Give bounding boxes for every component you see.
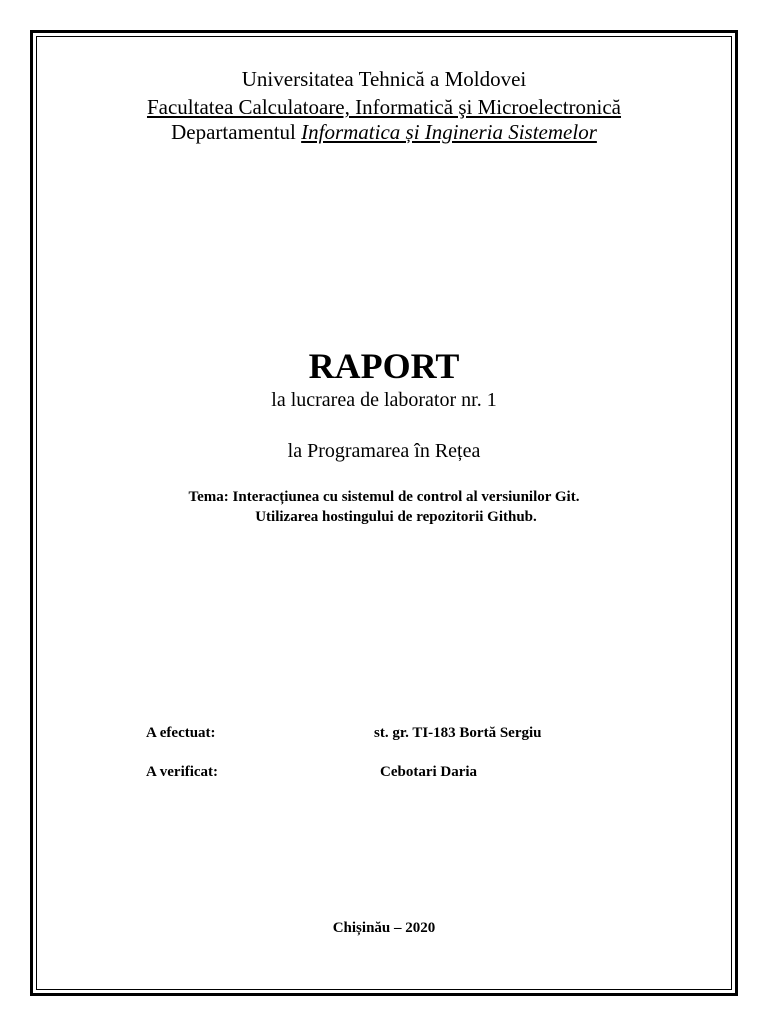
- performed-by-value: st. gr. TI-183 Bortă Sergiu: [374, 725, 542, 741]
- course-line: la Programarea în Rețea: [287, 440, 481, 462]
- verified-by-label: A verificat:: [146, 764, 219, 780]
- tema-line-1: [36, 487, 732, 507]
- tema-label: Tema:: [188, 489, 229, 505]
- lab-line: la lucrarea de laborator nr. 1: [271, 389, 497, 411]
- department-name: [36, 119, 732, 145]
- tema-line-2: Utilizarea hostingului de repozitorii Github.: [255, 509, 537, 525]
- place-year: Chișinău – 2020: [332, 920, 436, 936]
- university-name: Universitatea Tehnică a Moldovei: [241, 67, 527, 91]
- tema-text-1: Interacțiunea cu sistemul de control al versiunilor Git.: [232, 489, 580, 505]
- department-title: Informatica și Ingineria Sistemelor: [301, 120, 597, 144]
- department-prefix: Departamentul: [171, 120, 302, 144]
- faculty-name: [36, 94, 732, 120]
- faculty-name-text: Facultatea Calculatoare, Informatică şi Microelectronică: [146, 95, 622, 119]
- performed-by-label: A efectuat:: [146, 725, 216, 741]
- report-title: RAPORT: [308, 346, 460, 386]
- verified-by-value: Cebotari Daria: [380, 764, 478, 780]
